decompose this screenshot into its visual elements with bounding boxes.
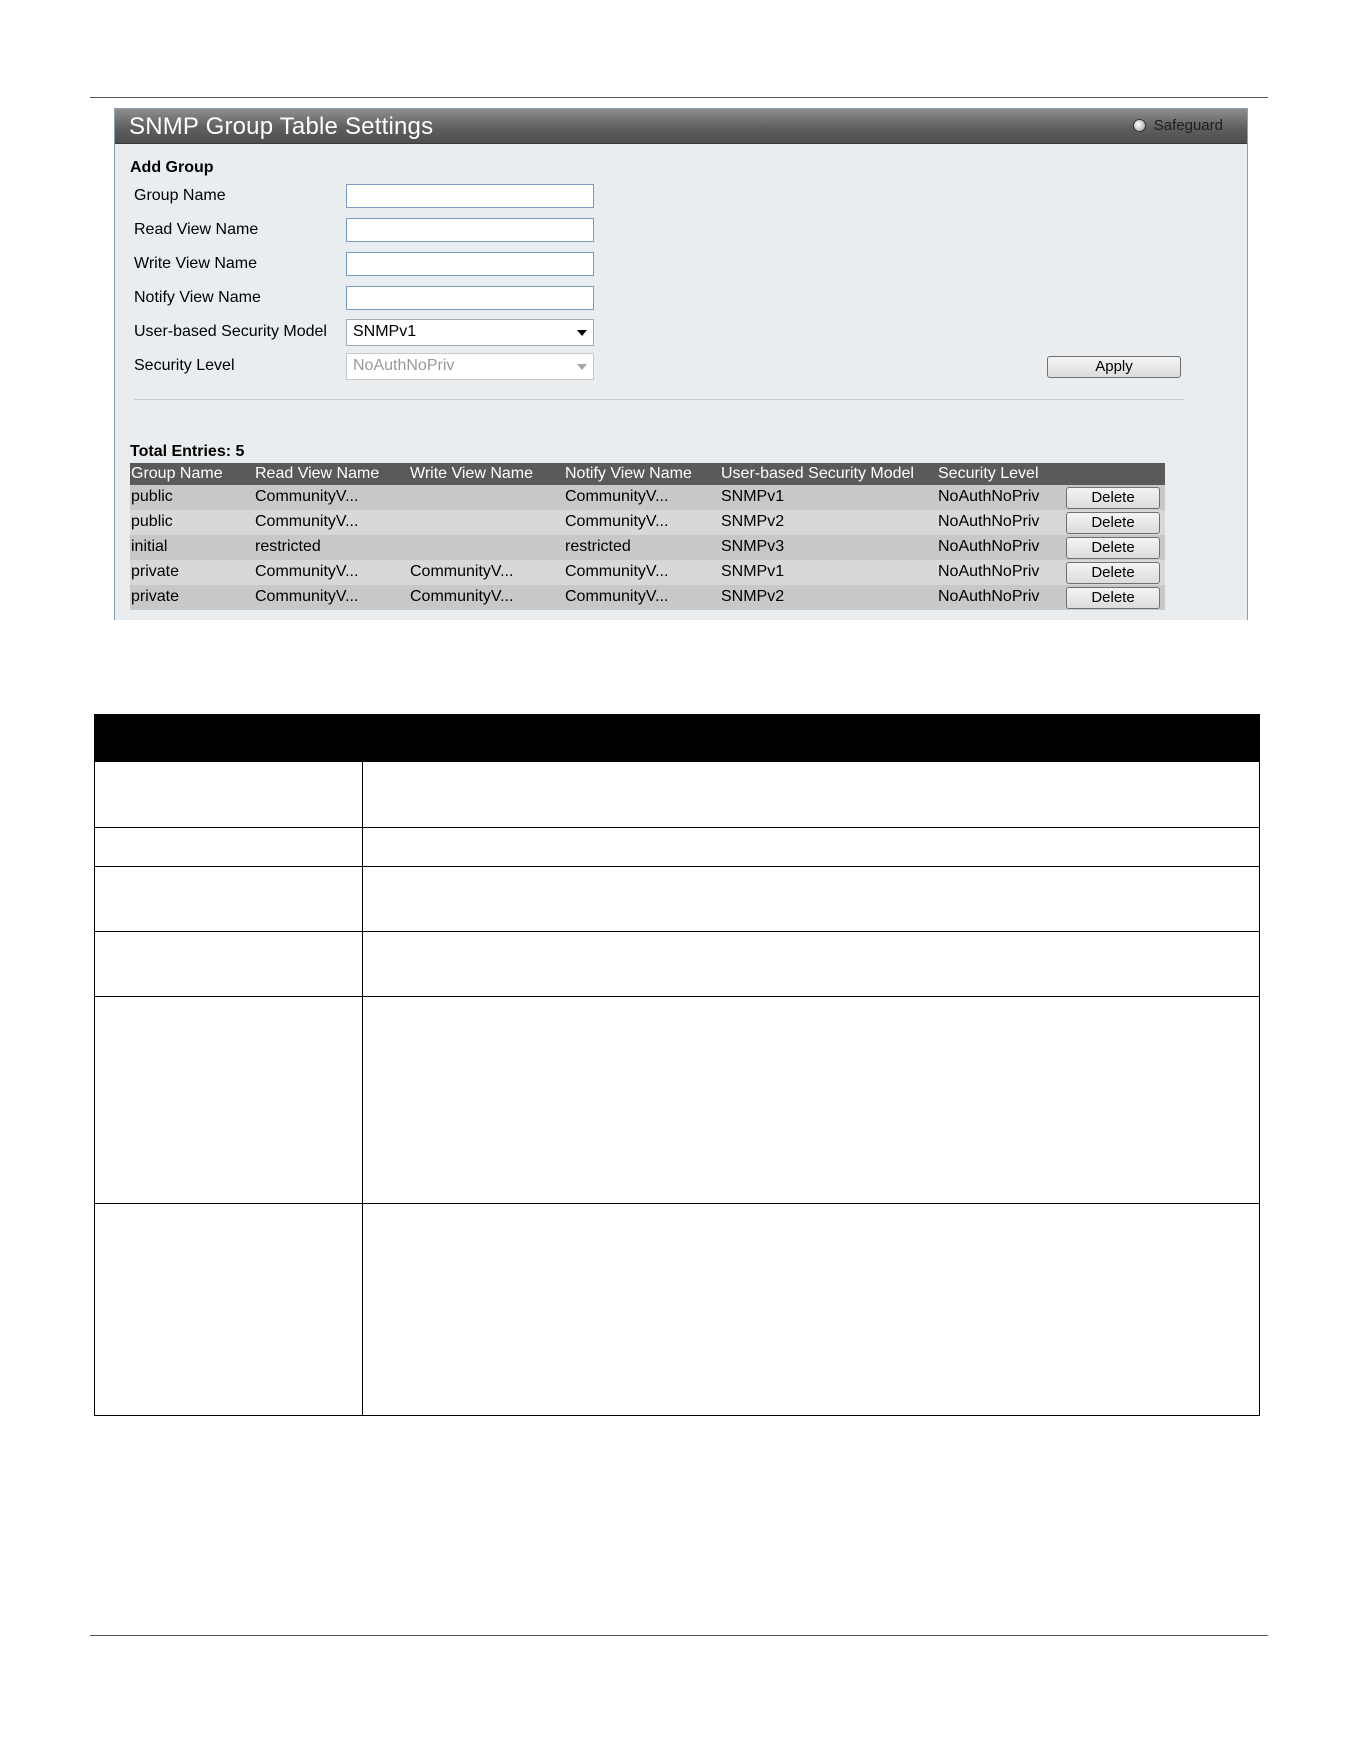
cell-read-view-name: CommunityV...: [255, 513, 359, 530]
cell-write-view-name: CommunityV...: [410, 588, 514, 605]
cell-security-level: NoAuthNoPriv: [938, 513, 1040, 530]
chevron-down-icon: [577, 364, 587, 370]
cell-notify-view-name: restricted: [565, 538, 631, 555]
description-row-divider: [95, 931, 1259, 932]
delete-button[interactable]: Delete: [1066, 587, 1160, 609]
table-row: [130, 510, 1165, 535]
security-level-label: Security Level: [134, 357, 235, 374]
description-row-divider: [95, 866, 1259, 867]
header-write-view-name: Write View Name: [410, 465, 533, 482]
group-name-input[interactable]: [346, 184, 594, 208]
table-header: [130, 463, 1165, 485]
notify-view-name-label: Notify View Name: [134, 289, 261, 306]
cell-notify-view-name: CommunityV...: [565, 588, 669, 605]
description-column-divider: [362, 762, 363, 1415]
header-notify-view-name: Notify View Name: [565, 465, 692, 482]
read-view-name-label: Read View Name: [134, 221, 259, 238]
cell-read-view-name: CommunityV...: [255, 488, 359, 505]
page-title: SNMP Group Table Settings: [129, 113, 434, 140]
panel-header: [115, 109, 1247, 144]
cell-group-name: public: [131, 488, 173, 505]
security-model-label: User-based Security Model: [134, 323, 327, 340]
cell-security-level: NoAuthNoPriv: [938, 588, 1040, 605]
write-view-name-input[interactable]: [346, 252, 594, 276]
cell-notify-view-name: CommunityV...: [565, 513, 669, 530]
cell-notify-view-name: CommunityV...: [565, 563, 669, 580]
table-row: [130, 560, 1165, 585]
cell-security-level: NoAuthNoPriv: [938, 488, 1040, 505]
cell-group-name: initial: [131, 538, 168, 555]
safeguard-indicator[interactable]: [1133, 117, 1223, 134]
table-row: [130, 485, 1165, 510]
description-row-divider: [95, 827, 1259, 828]
description-table-header: [95, 715, 1259, 762]
divider: [134, 399, 1184, 400]
cell-write-view-name: CommunityV...: [410, 563, 514, 580]
apply-button[interactable]: Apply: [1047, 356, 1181, 378]
cell-security-level: NoAuthNoPriv: [938, 538, 1040, 555]
group-name-label: Group Name: [134, 187, 226, 204]
cell-group-name: private: [131, 563, 180, 580]
cell-read-view-name: CommunityV...: [255, 563, 359, 580]
delete-button[interactable]: Delete: [1066, 537, 1160, 559]
cell-group-name: private: [131, 588, 180, 605]
delete-button[interactable]: Delete: [1066, 487, 1160, 509]
cell-security-level: NoAuthNoPriv: [938, 563, 1040, 580]
description-row-divider: [95, 996, 1259, 997]
cell-security-model: SNMPv2: [721, 588, 785, 605]
cell-read-view-name: CommunityV...: [255, 588, 359, 605]
security-level-select: [346, 353, 594, 380]
cell-security-model: SNMPv3: [721, 538, 785, 555]
cell-security-model: SNMPv1: [721, 488, 785, 505]
cell-notify-view-name: CommunityV...: [565, 488, 669, 505]
snmp-group-panel: [114, 108, 1248, 620]
header-security-level: Security Level: [938, 465, 1039, 482]
delete-button[interactable]: Delete: [1066, 562, 1160, 584]
cell-read-view-name: restricted: [255, 538, 321, 555]
write-view-name-label: Write View Name: [134, 255, 257, 272]
header-security-model: User-based Security Model: [721, 465, 914, 482]
bottom-rule: [90, 1635, 1268, 1636]
parameter-description-table: [94, 714, 1260, 1416]
cell-group-name: public: [131, 513, 173, 530]
security-level-value: NoAuthNoPriv: [353, 357, 455, 374]
chevron-down-icon: [577, 330, 587, 336]
top-rule: [90, 97, 1268, 98]
group-table: [130, 463, 1165, 610]
cell-security-model: SNMPv2: [721, 513, 785, 530]
table-row: [130, 535, 1165, 560]
total-entries: Total Entries: 5: [130, 443, 245, 460]
table-row: [130, 585, 1165, 610]
header-read-view-name: Read View Name: [255, 465, 380, 482]
security-model-select[interactable]: [346, 319, 594, 346]
safeguard-icon: [1133, 119, 1146, 132]
description-row-divider: [95, 1203, 1259, 1204]
security-model-value: SNMPv1: [353, 323, 417, 340]
header-group-name: Group Name: [131, 465, 223, 482]
delete-button[interactable]: Delete: [1066, 512, 1160, 534]
safeguard-label: Safeguard: [1153, 117, 1223, 134]
add-group-title: Add Group: [130, 159, 214, 176]
read-view-name-input[interactable]: [346, 218, 594, 242]
cell-security-model: SNMPv1: [721, 563, 785, 580]
notify-view-name-input[interactable]: [346, 286, 594, 310]
